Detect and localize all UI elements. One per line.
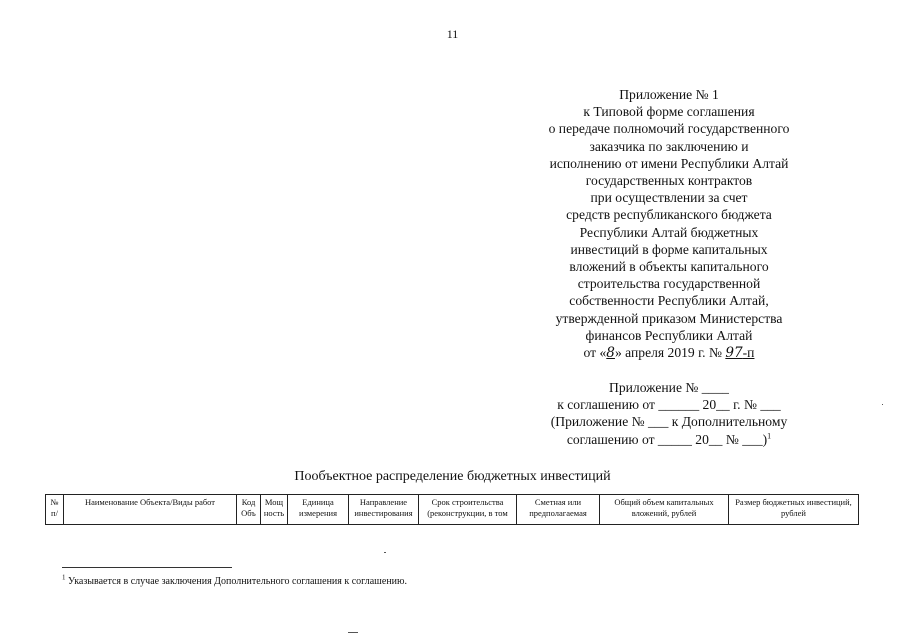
- handwritten-day: 8: [606, 345, 615, 362]
- order-suffix: -п: [742, 345, 755, 361]
- header-cell: Код Объ: [237, 495, 261, 525]
- page-number: 11: [446, 27, 459, 41]
- appendix-line: государственных контрактов: [585, 173, 753, 189]
- scan-speck: [882, 404, 883, 405]
- appendix-line: при осуществлении за счет: [590, 190, 748, 206]
- appendix-line: вложений в объекты капитального: [569, 259, 769, 275]
- header-cell: Срок строительства (реконструкции, в том: [419, 495, 517, 525]
- footnote-divider: [62, 567, 232, 568]
- table-header-row: [46, 495, 859, 525]
- appendix-line: собственности Республики Алтай,: [569, 293, 769, 309]
- header-cell: Наименование Объекта/Виды работ: [64, 495, 237, 525]
- appendix-line: утвержденной приказом Министерства: [555, 310, 783, 326]
- appendix-line: Приложение № 1: [619, 87, 719, 102]
- scan-speck: [384, 552, 386, 553]
- footnote-mark: 1: [62, 573, 66, 582]
- appendix-2-line: (Приложение № ___ к Дополнительному: [550, 414, 788, 430]
- header-cell: Единица измерения: [288, 495, 349, 525]
- investment-table: [45, 494, 859, 525]
- footnote: [62, 573, 407, 587]
- appendix-line: финансов Республики Алтай: [585, 327, 753, 343]
- date-middle: » апреля 2019 г. №: [614, 345, 726, 361]
- appendix-2-block: [520, 379, 818, 448]
- table-title: Пообъектное распределение бюджетных инвестиций: [294, 469, 611, 484]
- date-prefix: от «: [583, 345, 607, 361]
- appendix-line: строительства государственной: [577, 276, 761, 292]
- footnote-text: Указывается в случае заключения Дополнительного соглашения к соглашению.: [65, 576, 407, 587]
- appendix-1-block: [520, 86, 818, 362]
- appendix-line: заказчика по заключению и: [589, 138, 749, 154]
- appendix-2-line: Приложение № ____: [609, 380, 729, 395]
- appendix-2-line-text: соглашению от _____ 20__ № ___): [566, 431, 768, 447]
- appendix-line: Республики Алтай бюджетных: [579, 224, 759, 240]
- handwritten-order-number: 97: [725, 345, 743, 362]
- appendix-line: инвестиций в форме капитальных: [570, 241, 768, 257]
- scan-speck: [348, 632, 358, 633]
- approval-date-line: [520, 344, 818, 362]
- header-cell: Мощ ность: [261, 495, 288, 525]
- footnote-reference: 1: [767, 431, 772, 441]
- appendix-line: к Типовой форме соглашения: [583, 104, 755, 120]
- appendix-2-line: к соглашению от ______ 20__ г. № ___: [557, 397, 781, 413]
- appendix-2-line: [520, 431, 818, 448]
- header-cell: Размер бюджетных инвестиций, рублей: [729, 495, 859, 525]
- header-cell: № п/: [46, 495, 64, 525]
- header-cell: Общий объем капитальных вложений, рублей: [600, 495, 729, 525]
- header-cell: Сметная или предполагаемая: [517, 495, 600, 525]
- appendix-line: средств республиканского бюджета: [566, 207, 772, 223]
- header-cell: Направление инвестирования: [349, 495, 419, 525]
- appendix-line: о передаче полномочий государственного: [548, 121, 790, 137]
- appendix-line: исполнению от имени Республики Алтай: [549, 155, 789, 171]
